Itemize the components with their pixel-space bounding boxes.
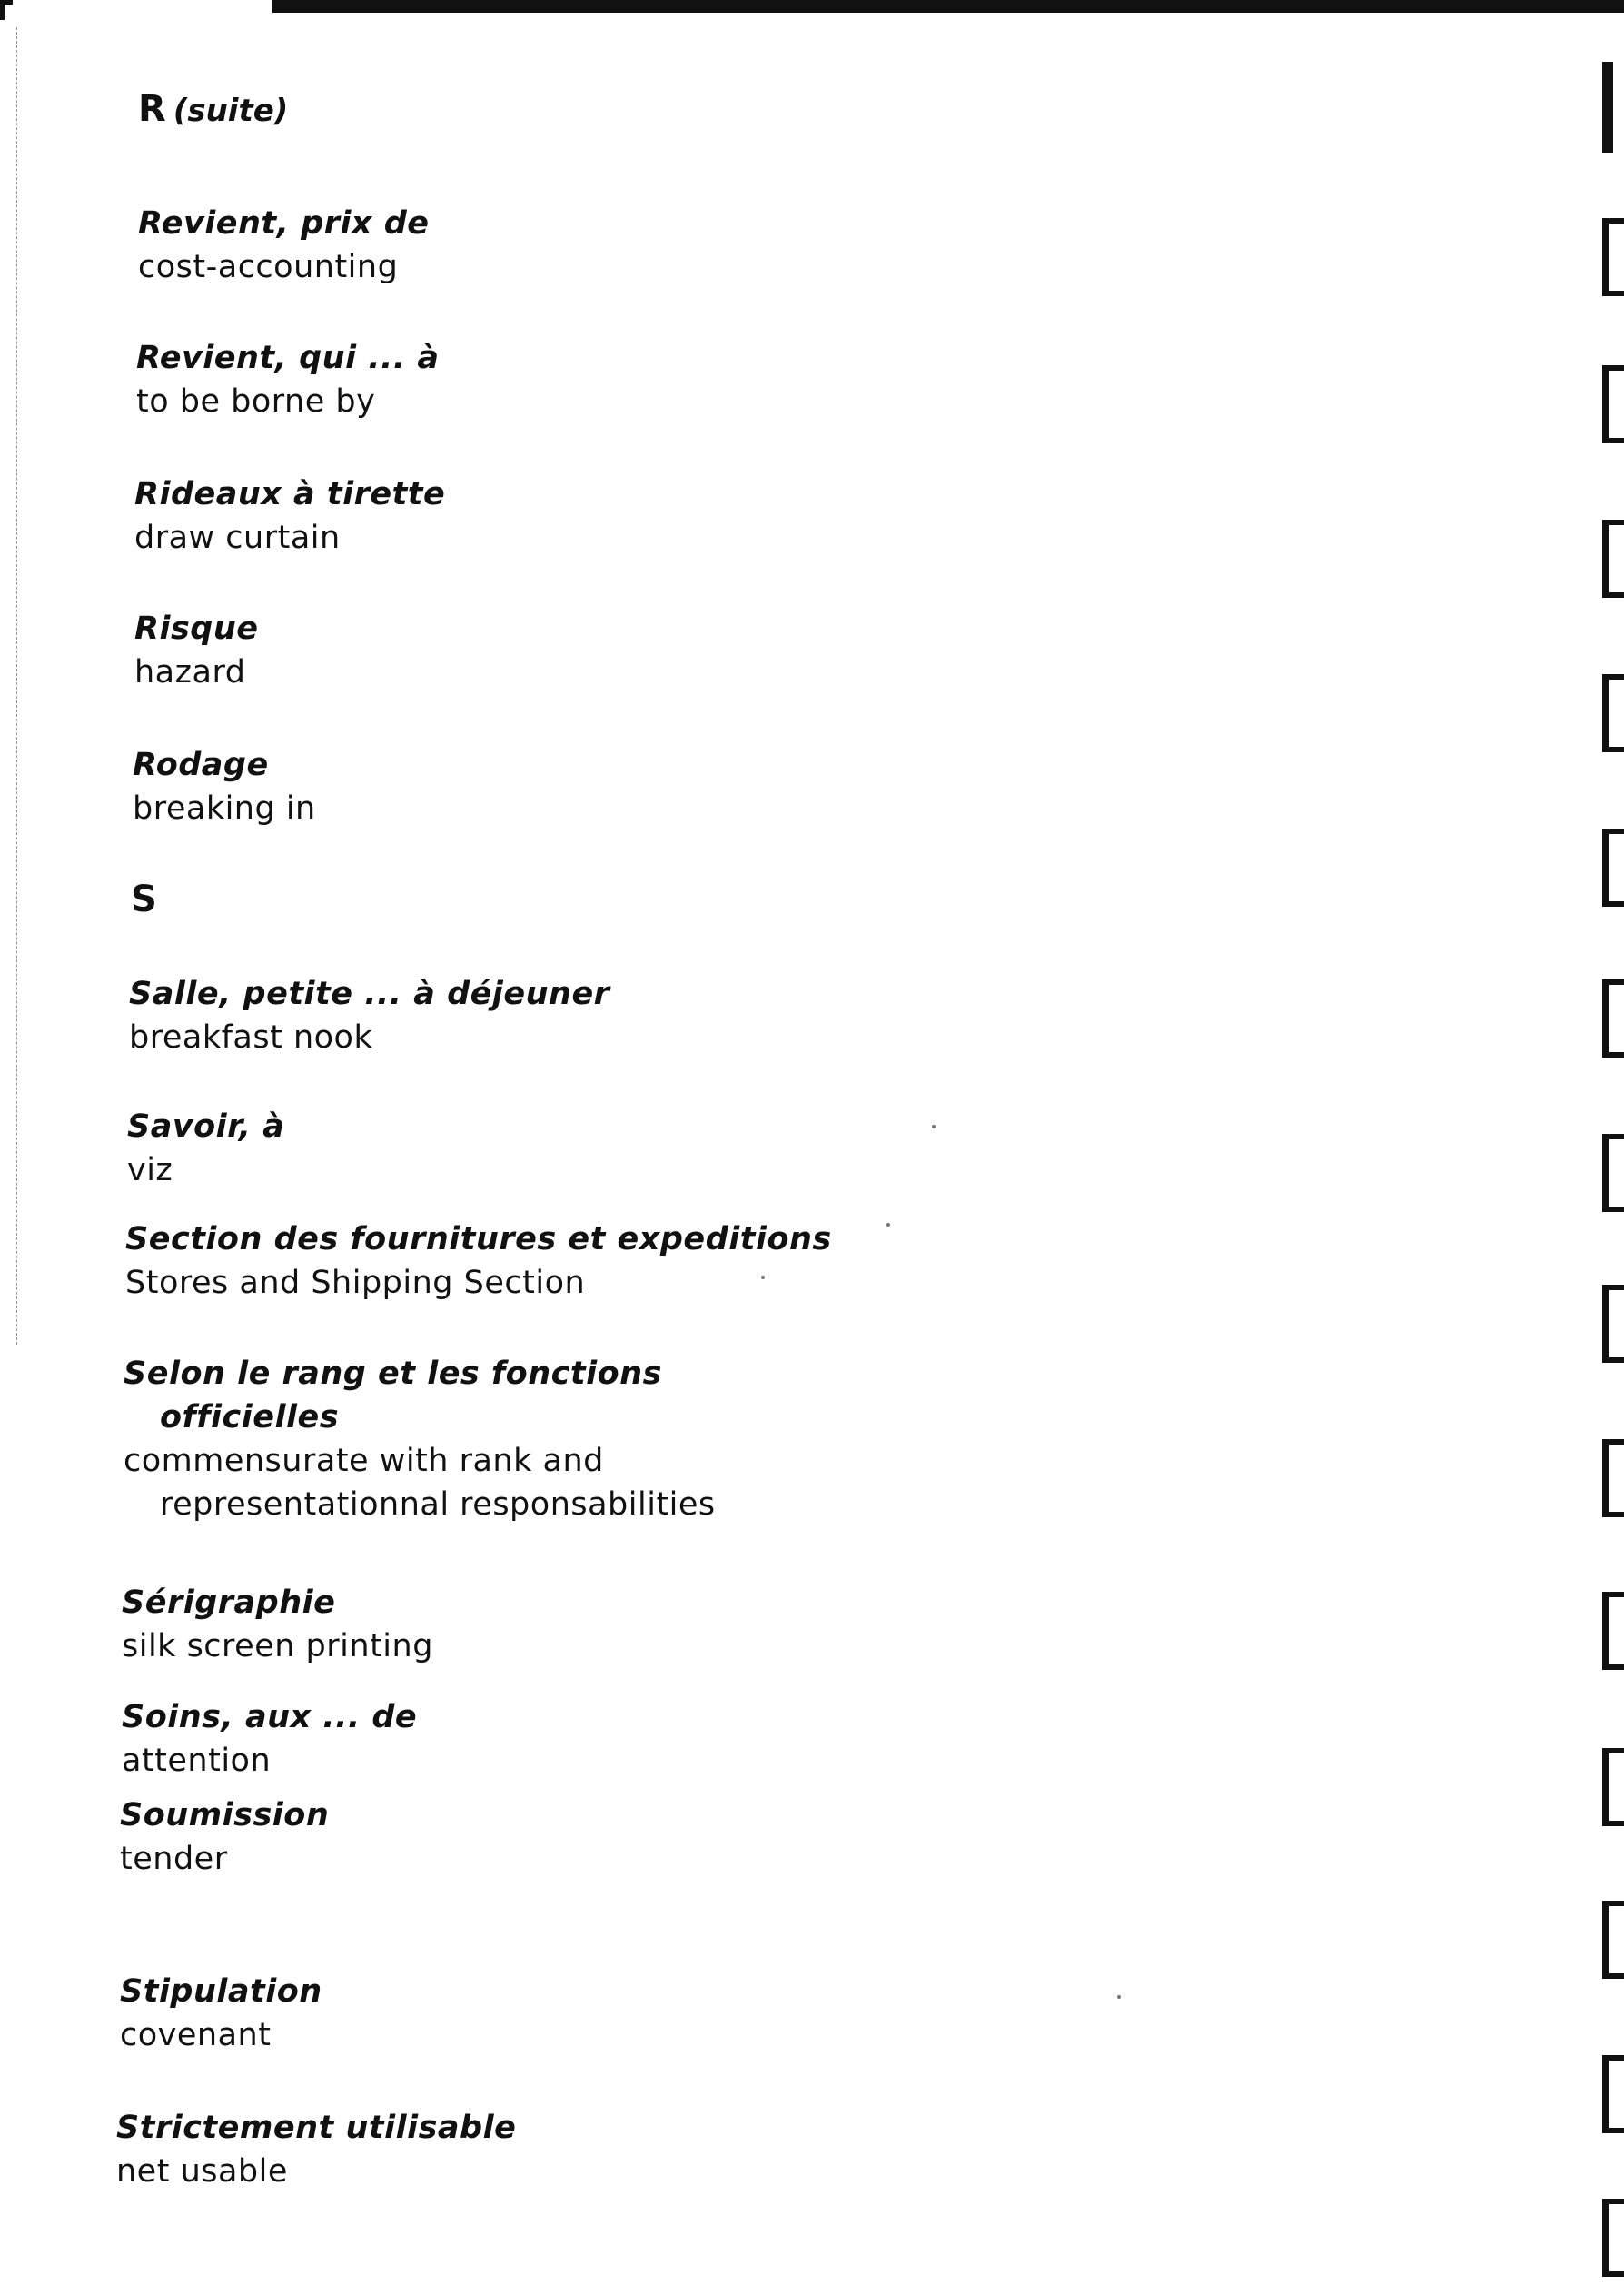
glossary-entry	[134, 472, 445, 560]
binding-bracket	[1602, 2199, 1624, 2277]
glossary-entry	[133, 743, 316, 830]
english-translation-continued: representationnal responsabilities	[160, 1486, 716, 1523]
glossary-entry	[136, 336, 439, 423]
binding-bracket	[1602, 1439, 1624, 1517]
glossary-entry	[116, 2106, 516, 2193]
french-term: Rodage	[133, 747, 269, 783]
binding-bracket	[1602, 829, 1624, 907]
binding-bracket	[1602, 1592, 1624, 1670]
binding-bracket	[1602, 520, 1624, 598]
binding-bracket	[1602, 62, 1624, 153]
section-heading-r	[138, 87, 288, 133]
french-term: Salle, petite ... à déjeuner	[129, 976, 610, 1012]
glossary-entry	[124, 1352, 716, 1526]
heading-letter: S	[131, 879, 157, 920]
binding-bracket	[1602, 979, 1624, 1058]
english-translation: attention	[122, 1743, 272, 1779]
scan-speck	[1117, 1995, 1121, 1999]
english-translation: commensurate with rank and	[124, 1443, 604, 1479]
heading-suffix: (suite)	[173, 93, 289, 129]
glossary-entry	[134, 607, 259, 694]
binding-bracket	[1602, 1134, 1624, 1212]
french-term: Risque	[134, 611, 259, 647]
binding-bracket	[1602, 1901, 1624, 1979]
french-term: Revient, prix de	[138, 205, 430, 242]
glossary-entry	[120, 1970, 322, 2057]
glossary-entry	[127, 1105, 284, 1192]
french-term: Soins, aux ... de	[122, 1699, 418, 1735]
glossary-entry	[125, 1217, 832, 1305]
section-heading-s	[131, 878, 157, 921]
french-term: Stipulation	[120, 1973, 322, 2010]
glossary-entry	[122, 1695, 417, 1783]
english-translation: viz	[127, 1152, 173, 1188]
english-translation: tender	[120, 1841, 228, 1877]
french-term: Rideaux à tirette	[134, 476, 446, 512]
english-translation: hazard	[134, 654, 246, 690]
english-translation: silk screen printing	[122, 1628, 433, 1664]
scan-speck	[932, 1125, 936, 1128]
binding-bracket	[1602, 218, 1624, 296]
scan-speck	[761, 1276, 765, 1279]
french-term: Sérigraphie	[122, 1585, 336, 1621]
french-term: Soumission	[120, 1797, 330, 1833]
english-translation: breakfast nook	[129, 1019, 373, 1056]
french-term: Savoir, à	[127, 1108, 285, 1145]
english-translation: net usable	[116, 2153, 288, 2190]
scan-speck	[886, 1223, 890, 1227]
heading-letter: R	[138, 88, 166, 130]
binding-bracket	[1602, 365, 1624, 443]
french-term: Strictement utilisable	[116, 2110, 517, 2146]
binding-bracket	[1602, 2055, 1624, 2133]
french-term: Section des fournitures et expeditions	[125, 1221, 832, 1257]
french-term: Selon le rang et les fonctions	[124, 1356, 662, 1392]
english-translation: draw curtain	[134, 520, 341, 556]
glossary-entry	[138, 202, 430, 289]
glossary-entry	[120, 1793, 329, 1881]
english-translation: covenant	[120, 2017, 272, 2053]
glossary-entry	[122, 1581, 433, 1668]
english-translation: cost-accounting	[138, 249, 399, 285]
english-translation: breaking in	[133, 790, 316, 827]
binding-bracket	[1602, 1285, 1624, 1363]
glossary-entry	[129, 972, 609, 1059]
binding-bracket	[1602, 674, 1624, 752]
english-translation: Stores and Shipping Section	[125, 1265, 586, 1301]
english-translation: to be borne by	[136, 383, 376, 420]
binding-bracket	[1602, 1748, 1624, 1826]
french-term-continued: officielles	[160, 1399, 340, 1436]
french-term: Revient, qui ... à	[136, 340, 440, 376]
